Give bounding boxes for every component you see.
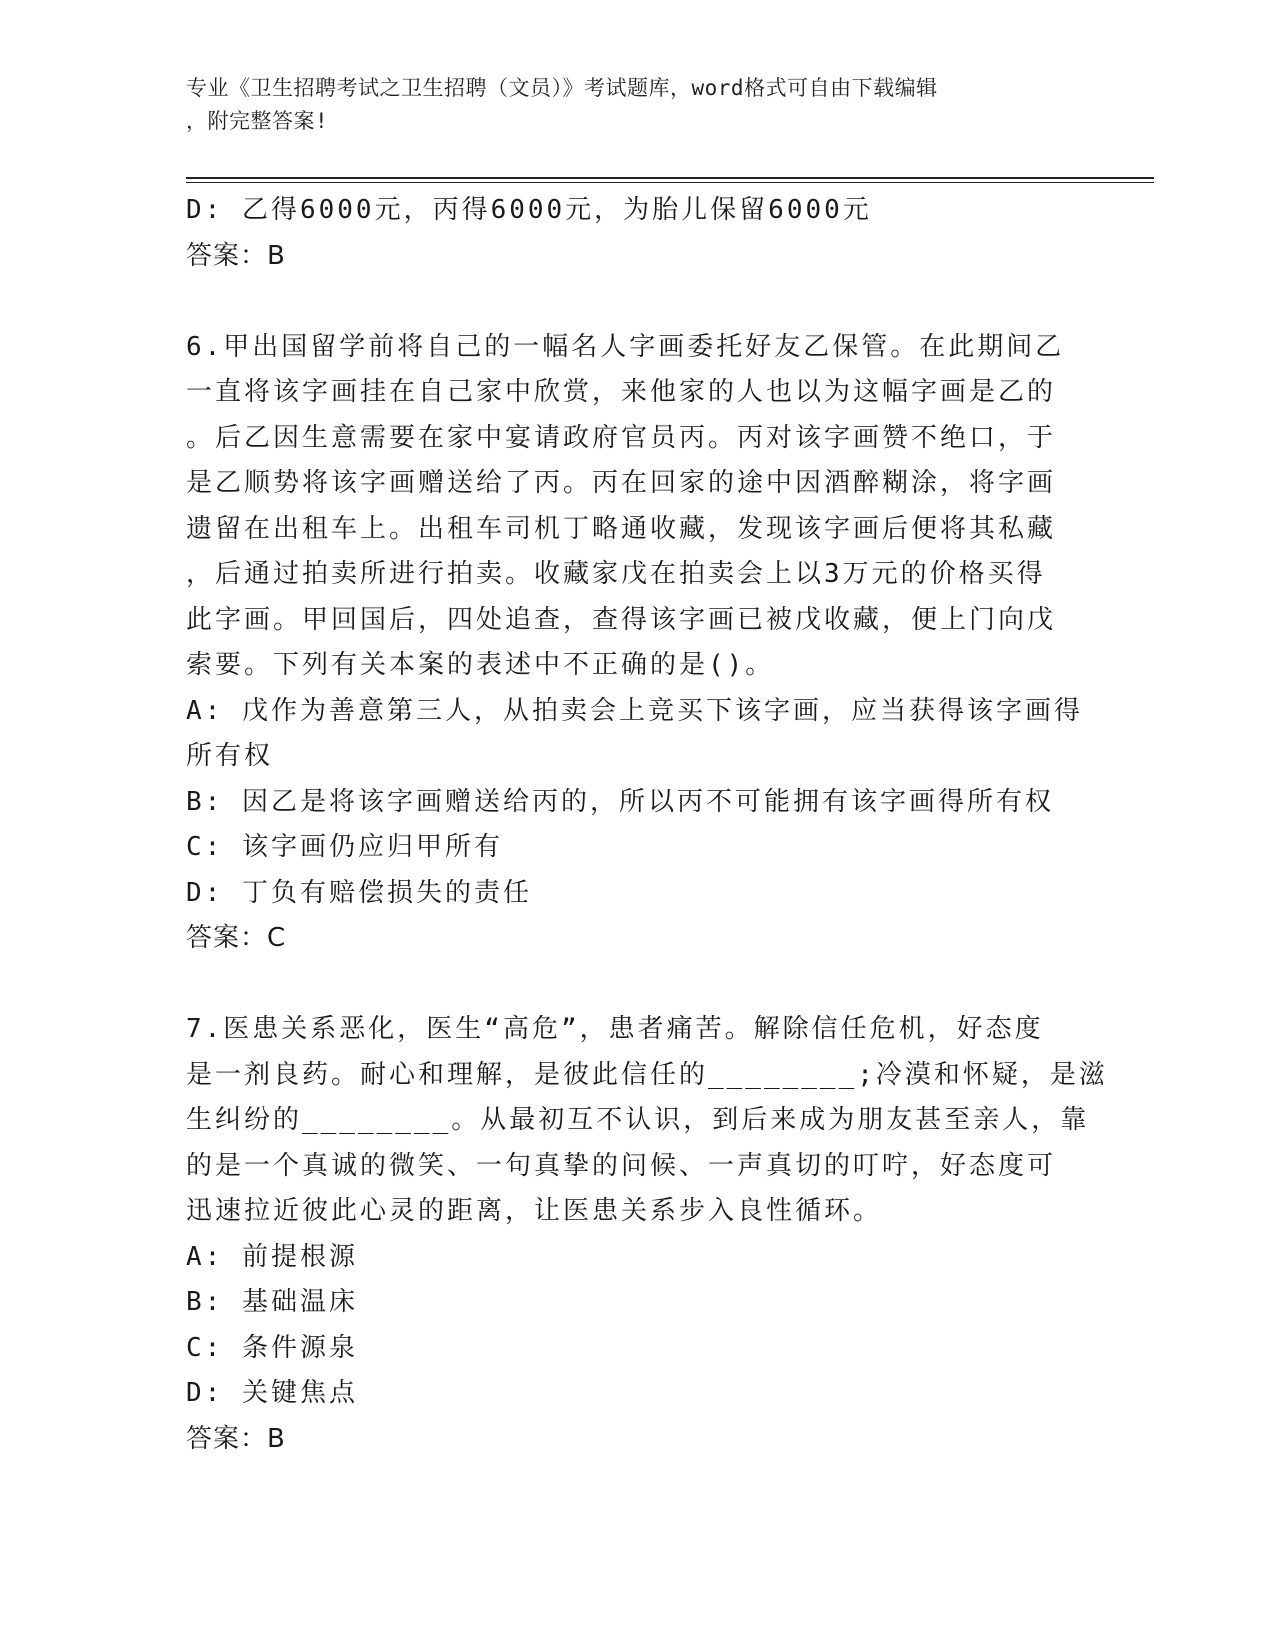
spacer (186, 279, 1086, 325)
question-7 (186, 1007, 1108, 1462)
question-stem-line: 是一剂良药。耐心和理解，是彼此信任的________;冷漠和怀疑，是滋 (186, 1059, 1108, 1090)
option-d: D: 关键焦点 (186, 1378, 358, 1408)
header-line-2: ，附完整答案! (186, 109, 329, 133)
question-stem-line: 索要。下列有关本案的表述中不正确的是()。 (186, 650, 775, 680)
option-c: C: 条件源泉 (186, 1332, 358, 1363)
option-a: A: 戊作为善意第三人，从拍卖会上竞买下该字画，应当获得该字画得 (186, 695, 1083, 726)
document-header (186, 72, 1066, 138)
option-b: B: 基础温床 (186, 1287, 358, 1317)
answer-label: 答案：B (186, 1423, 286, 1454)
option-d: D: 乙得6000元，丙得6000元，为胎儿保留6000元 (186, 195, 872, 225)
header-line-1: 专业《卫生招聘考试之卫生招聘（文员）》考试题库，word格式可自由下载编辑 (186, 76, 938, 100)
option-a: A: 前提根源 (186, 1241, 358, 1272)
option-b: B: 因乙是将该字画赠送给丙的，所以丙不可能拥有该字画得所有权 (186, 786, 1054, 817)
option-a-continued: 所有权 (186, 741, 274, 771)
spacer (186, 962, 1086, 1008)
option-c: C: 该字画仍应归甲所有 (186, 832, 503, 862)
option-d: D: 丁负有赔偿损失的责任 (186, 877, 532, 908)
answer-label: 答案：B (186, 240, 286, 271)
question-stem-line: 一直将该字画挂在自己家中欣赏，来他家的人也以为这幅字画是乙的 (186, 377, 1057, 407)
question-stem-line: 7.医患关系恶化，医生“高危”，患者痛苦。解除信任危机，好态度 (186, 1014, 1044, 1044)
question-5-tail (186, 188, 1086, 279)
question-stem-line: 。后乙因生意需要在家中宴请政府官员丙。丙对该字画赞不绝口，于 (186, 422, 1057, 453)
question-6 (186, 325, 1086, 962)
answer-label: 答案：C (186, 923, 287, 953)
question-stem-line: 遗留在出租车上。出租车司机丁略通收藏，发现该字画后便将其私藏 (186, 513, 1057, 544)
question-stem-line: ，后通过拍卖所进行拍卖。收藏家戊在拍卖会上以3万元的价格买得 (186, 559, 1046, 589)
question-stem-line: 是乙顺势将该字画赠送给了丙。丙在回家的途中因酒醉糊涂，将字画 (186, 468, 1057, 498)
question-stem-line: 的是一个真诚的微笑、一句真挚的问候、一声真切的叮咛，好态度可 (186, 1150, 1057, 1181)
question-stem-line: 此字画。甲回国后，四处追查，查得该字画已被戊收藏，便上门向戊 (186, 604, 1057, 635)
header-divider-thick (186, 177, 1154, 179)
document-body (186, 188, 1108, 1462)
header-divider-thin (186, 182, 1154, 183)
question-stem-line: 6.甲出国留学前将自己的一幅名人字画委托好友乙保管。在此期间乙 (186, 331, 1065, 362)
question-stem-line: 生纠纷的________。从最初互不认识，到后来成为朋友甚至亲人，靠 (186, 1105, 1090, 1135)
question-stem-line: 迅速拉近彼此心灵的距离，让医患关系步入良性循环。 (186, 1196, 883, 1226)
